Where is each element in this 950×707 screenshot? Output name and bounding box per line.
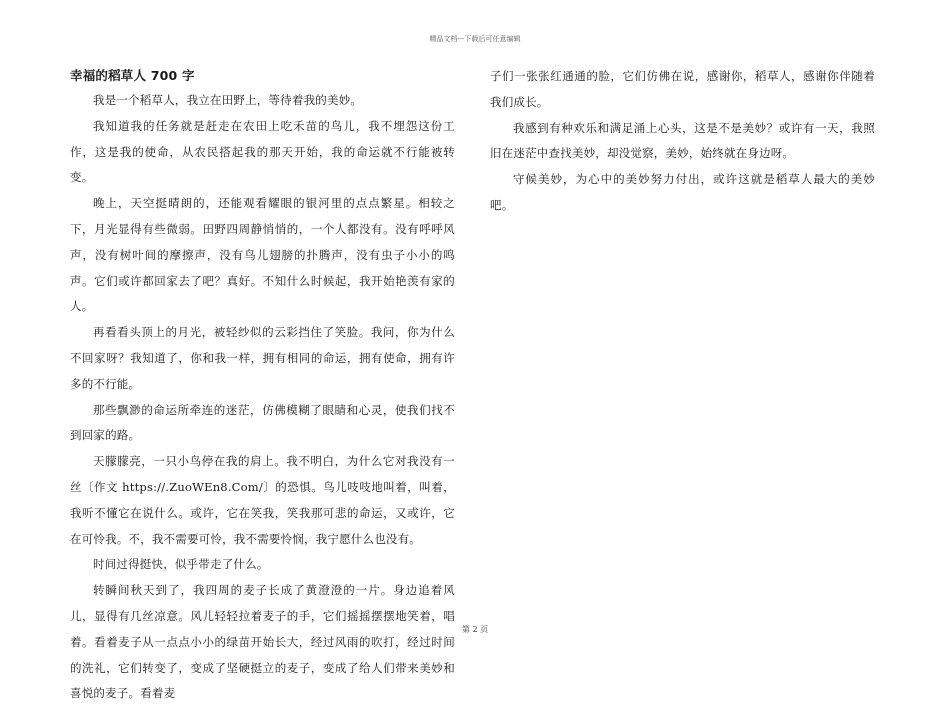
paragraph: 我是一个稻草人，我立在田野上，等待着我的美妙。 xyxy=(93,93,363,107)
paragraph: 天朦朦亮，一只小鸟停在我的肩上。我不明白，为什么它对我没有一丝〔作文 https://.ZuoWEn8.Com/〕的恐惧。鸟儿吱吱地叫着，叫着，我听不懂它在说什么。或许，它在笑我，笑我那可悲的命运，又或许，它在可怜我。不，我不需要可怜，我不需要怜悯，我宁愿什么也没有。 xyxy=(70,454,455,546)
page-number: 第 2 页 xyxy=(461,625,489,634)
paragraph: 转瞬间秋天到了，我四周的麦子长成了黄澄澄的一片。身边追着风儿，显得有几丝凉意。风儿轻轻拉着麦子的手，它们摇摇摆摆地笑着，唱着。看着麦子从一点点小小的绿苗开始长大，经过风雨的吹打，经过时间的洗礼，它们转变了，变成了坚硬挺立的麦子，变成了给人们带来美妙和喜悦的麦子。看着麦 xyxy=(70,583,455,701)
right-column xyxy=(490,64,875,219)
paragraph: 时间过得挺快，似乎带走了什么。 xyxy=(93,557,269,572)
left-column xyxy=(70,64,455,707)
article-title: 幸福的稻草人 700 字 xyxy=(70,68,195,83)
paragraph-continuation: 子们一张张红通通的脸，它们仿佛在说，感谢你，稻草人，感谢你伴随着我们成长。 xyxy=(490,69,875,109)
document-header-note: 精品文档---下载后可任意编辑 xyxy=(429,35,521,43)
paragraph: 那些飘渺的命运所牵连的迷茫，仿佛模糊了眼睛和心灵，使我们找不到回家的路。 xyxy=(70,402,455,443)
paragraph: 再看看头顶上的月光，被轻纱似的云彩挡住了笑脸。我问，你为什么不回家呀？我知道了，你和我一样，拥有相同的命运，拥有使命，拥有许多的不行能。 xyxy=(70,325,455,391)
paragraph: 守候美妙，为心中的美妙努力付出，或许这就是稻草人最大的美妙吧。 xyxy=(490,172,875,212)
paragraph: 晚上，天空挺晴朗的，还能观看耀眼的银河里的点点繁星。相较之下，月光显得有些微弱。田野四周静悄悄的，一个人都没有。没有呼呼风声，没有树叶间的摩擦声，没有鸟儿翅膀的扑腾声，没有虫子小小的鸣声。它们或许都回家去了吧？真好。不知什么时候起，我开始艳羡有家的人。 xyxy=(70,196,455,314)
paragraph: 我知道我的任务就是赶走在农田上吃禾苗的鸟儿，我不埋怨这份工作，这是我的使命，从农民搭起我的那天开始，我的命运就不行能被转变。 xyxy=(70,118,455,185)
paragraph: 我感到有种欢乐和满足涌上心头，这是不是美妙？或许有一天，我照旧在迷茫中查找美妙，却没觉察，美妙，始终就在身边呀。 xyxy=(490,120,875,161)
